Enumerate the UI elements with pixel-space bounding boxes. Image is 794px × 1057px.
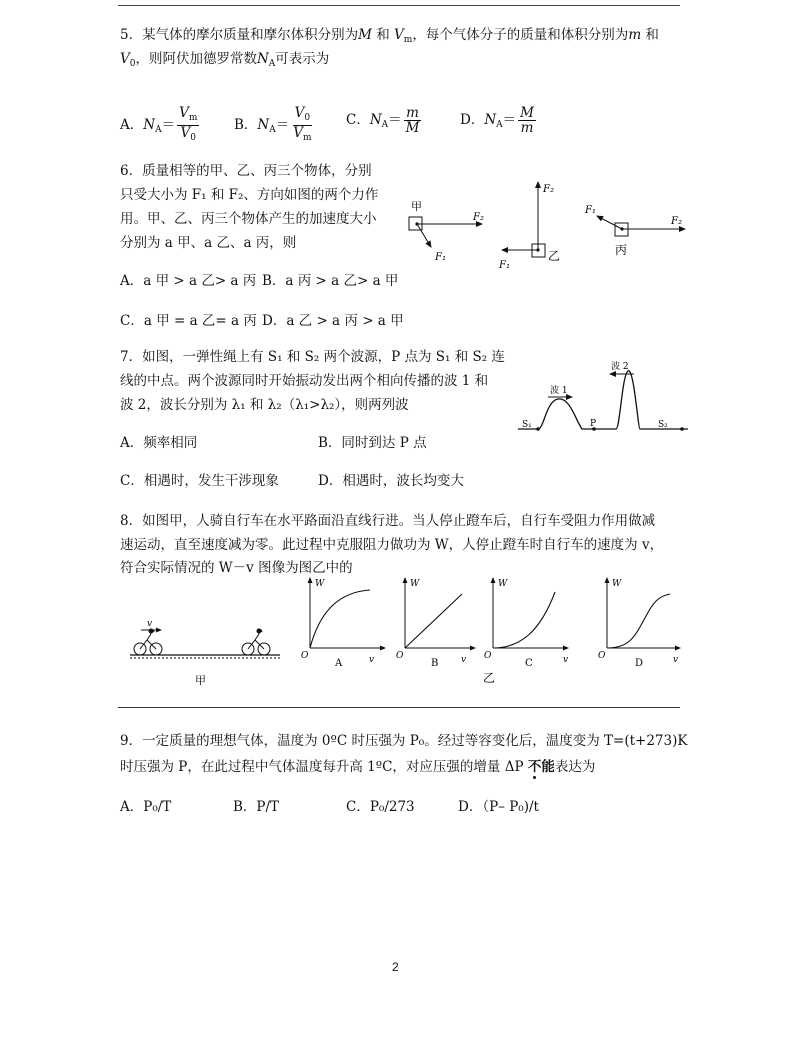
q7-line3: 波 2，波长分别为 λ₁ 和 λ₂（λ₁>λ₂），则两列波 [120, 397, 409, 413]
q6-option-b: B．a 丙 > a 乙> a 甲 [262, 273, 399, 289]
graph-b [396, 578, 475, 669]
q6-force-figure [395, 170, 695, 275]
q7-option-a: A．频率相同 [120, 435, 198, 451]
svg-text:F₂: F₂ [543, 184, 554, 195]
svg-text:D: D [635, 658, 644, 669]
svg-text:F₂: F₂ [473, 212, 484, 223]
svg-text:v: v [673, 655, 679, 665]
svg-text:波 2: 波 2 [611, 362, 629, 372]
page-number: 2 [392, 960, 399, 974]
q5-option-b: B．$N_A=$ $\frac{V_0}{V_m}$ [234, 105, 312, 143]
q5-option-d: D．$N_A=$ $\frac{M}{m}$ [460, 105, 534, 136]
figure-jia-road [130, 619, 280, 687]
svg-text:A: A [335, 658, 343, 669]
q7-option-c: C．相遇时，发生干涉现象 [120, 473, 279, 489]
svg-text:v: v [461, 655, 467, 665]
q7-option-b: B．同时到达 P 点 [318, 435, 427, 451]
svg-text:O: O [396, 651, 404, 661]
q6-option-c: C．a 甲 = a 乙= a 丙 [120, 313, 257, 329]
top-rule [118, 5, 680, 6]
q6-line4: 分别为 a 甲、a 乙、a 丙，则 [120, 235, 297, 251]
svg-text:W: W [612, 579, 622, 589]
svg-text:v: v [563, 655, 569, 665]
svg-text:F₂: F₂ [671, 216, 682, 227]
section-rule [118, 707, 680, 708]
svg-text:W: W [410, 579, 420, 589]
svg-text:F₁: F₁ [499, 260, 510, 271]
svg-text:S₁: S₁ [522, 420, 532, 430]
svg-text:S₂: S₂ [658, 420, 668, 430]
q6-option-d: D．a 乙 > a 丙 > a 甲 [262, 313, 404, 329]
svg-text:v: v [147, 619, 153, 629]
svg-text:v: v [369, 655, 375, 665]
q8-line2: 速运动，直至速度减为零。此过程中克服阻力做功为 W，人停止蹬车时自行车的速度为 v， [120, 537, 664, 553]
bicycle-icon [134, 629, 162, 656]
graph-d [598, 578, 680, 669]
graph-c [483, 578, 568, 685]
q7-option-d: D．相遇时，波长均变大 [318, 473, 464, 489]
svg-text:W: W [315, 579, 325, 589]
q9-line1: 9．一定质量的理想气体，温度为 0ºC 时压强为 P₀。经过等容变化后，温度变为 T=(t+273)K [120, 733, 688, 749]
figure-bing [584, 205, 685, 257]
svg-text:甲: 甲 [411, 200, 422, 213]
bicycle-icon [242, 629, 270, 656]
q6-line3: 用。甲、乙、丙三个物体产生的加速度大小 [120, 211, 377, 227]
figure-yi [498, 182, 560, 271]
svg-text:F₁: F₁ [585, 205, 596, 216]
svg-text:甲: 甲 [195, 674, 206, 687]
q5-line1: 5．某气体的摩尔质量和摩尔体积分别为M 和 $V_m$，每个气体分子的质量和体积分别为m 和 [120, 27, 659, 45]
svg-text:O: O [598, 651, 606, 661]
emphasis-bu: 不 [527, 759, 542, 775]
q5-option-c: C．$N_A=$ $\frac{m}{M}$ [346, 105, 420, 136]
graph-a [301, 578, 385, 669]
svg-text:O: O [301, 651, 309, 661]
svg-text:P: P [590, 419, 597, 429]
q9-line2: 时压强为 P，在此过程中气体温度每升高 1ºC，对应压强的增量 ΔP 不能表达为 [120, 759, 596, 775]
svg-text:乙: 乙 [548, 249, 561, 263]
q6-line1: 6．质量相等的甲、乙、丙三个物体，分别 [120, 163, 372, 179]
q8-figure [125, 570, 695, 695]
q9-option-d: D．（P– P₀)/t [458, 799, 539, 815]
q7-line1: 7．如图，一弹性绳上有 S₁ 和 S₂ 两个波源，P 点为 S₁ 和 S₂ 连 [120, 349, 505, 365]
svg-text:波 1: 波 1 [550, 386, 568, 396]
q9-option-a: A．P₀/T [120, 799, 172, 815]
svg-text:丙: 丙 [615, 243, 628, 257]
q5-line2: $V_0$，则阿伏加德罗常数$N_A$可表示为 [120, 51, 330, 69]
svg-text:F₁: F₁ [435, 252, 446, 263]
q8-line1: 8．如图甲，人骑自行车在水平路面沿直线行进。当人停止蹬车后，自行车受阻力作用做减 [120, 513, 656, 529]
q5-option-a: A．$N_A=$ $\frac{V_m}{V_0}$ [120, 105, 198, 143]
svg-text:W: W [498, 579, 508, 589]
q9-option-b: B．P/T [233, 799, 280, 815]
q6-option-a: A．a 甲 > a 乙> a 丙 [120, 273, 257, 289]
q8-line3: 符合实际情况的 W－v 图像为图乙中的 [120, 560, 353, 576]
svg-text:C: C [525, 658, 533, 669]
emphasis-neng: 能 [541, 759, 555, 775]
figure-jia [409, 200, 484, 263]
q7-wave-figure [510, 355, 690, 440]
q9-option-c: C．P₀/273 [346, 799, 415, 815]
q7-line2: 线的中点。两个波源同时开始振动发出两个相向传播的波 1 和 [120, 373, 489, 389]
svg-text:O: O [484, 651, 492, 661]
svg-text:乙: 乙 [483, 671, 496, 685]
q6-line2: 只受大小为 F₁ 和 F₂、方向如图的两个力作 [120, 187, 379, 203]
svg-text:B: B [431, 658, 439, 669]
